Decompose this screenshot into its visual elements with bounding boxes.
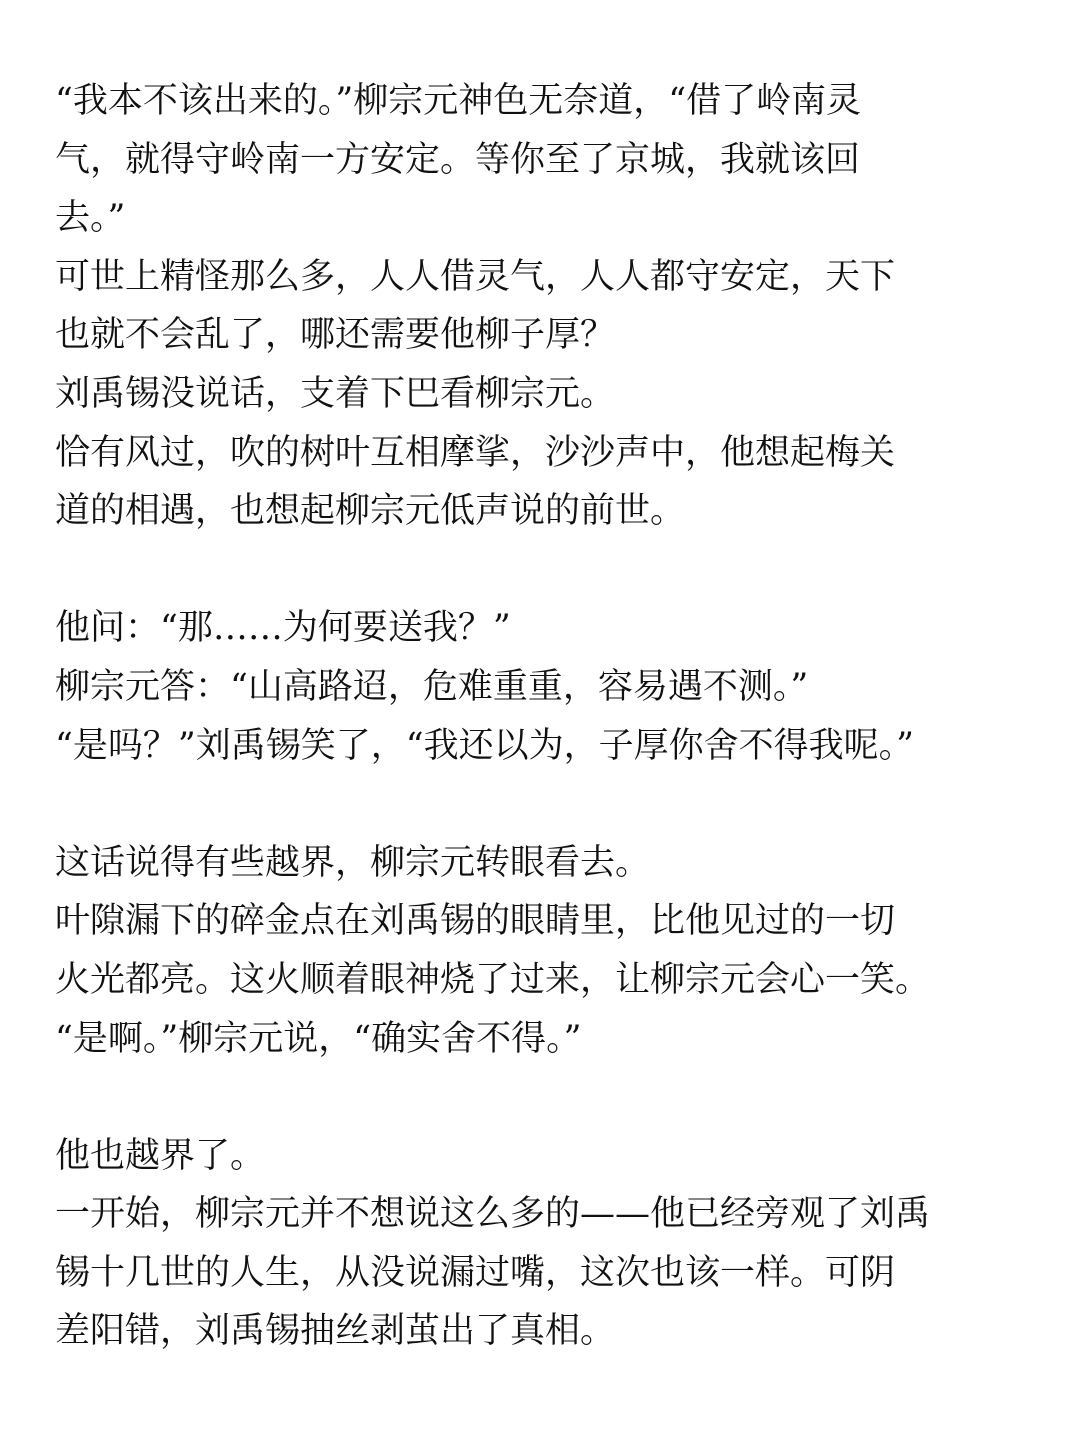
- paragraph-spacer: [55, 541, 1045, 600]
- text-line: 刘禹锡没说话，支着下巴看柳宗元。: [55, 373, 616, 414]
- text-line: 气，就得守岭南一方安定。等你至了京城，我就该回: [55, 139, 861, 180]
- text-line: 柳宗元答：“山高路迢，危难重重，容易遇不测。”: [55, 666, 809, 707]
- text-line: 差阳错，刘禹锡抽丝剥茧出了真相。: [55, 1311, 616, 1352]
- text-line: 去。”: [55, 198, 126, 239]
- text-line: “是吗？”刘禹锡笑了，“我还以为，子厚你舍不得我呢。”: [55, 725, 915, 766]
- text-line: 可世上精怪那么多，人人借灵气，人人都守安定，天下: [55, 256, 896, 297]
- paragraph-3: [55, 834, 1045, 1068]
- paragraph-spacer: [55, 775, 1045, 834]
- text-line: 一开始，柳宗元并不想说这么多的——他已经旁观了刘禹: [55, 1194, 931, 1235]
- text-line: 这话说得有些越界，柳宗元转眼看去。: [55, 842, 651, 883]
- text-line: 也就不会乱了，哪还需要他柳子厚？: [55, 315, 616, 356]
- document-page: [55, 72, 1045, 1361]
- paragraph-1: [55, 72, 1045, 541]
- text-line: “我本不该出来的。”柳宗元神色无奈道，“借了岭南灵: [55, 81, 862, 121]
- paragraph-spacer: [55, 1068, 1045, 1127]
- text-line: 恰有风过，吹的树叶互相摩挲，沙沙声中，他想起梅关: [55, 432, 896, 473]
- text-line: 他也越界了。: [55, 1135, 266, 1176]
- text-line: “是啊。”柳宗元说，“确实舍不得。”: [55, 1018, 582, 1059]
- text-line: 锡十几世的人生，从没说漏过嘴，这次也该一样。可阴: [55, 1252, 896, 1293]
- text-line: 火光都亮。这火顺着眼神烧了过来，让柳宗元会心一笑。: [55, 959, 931, 1000]
- paragraph-2: [55, 599, 1045, 775]
- text-line: 叶隙漏下的碎金点在刘禹锡的眼睛里，比他见过的一切: [55, 901, 896, 942]
- paragraph-4: [55, 1127, 1045, 1361]
- text-line: 他问：“那……为何要送我？”: [55, 608, 511, 649]
- text-line: 道的相遇，也想起柳宗元低声说的前世。: [55, 491, 686, 532]
